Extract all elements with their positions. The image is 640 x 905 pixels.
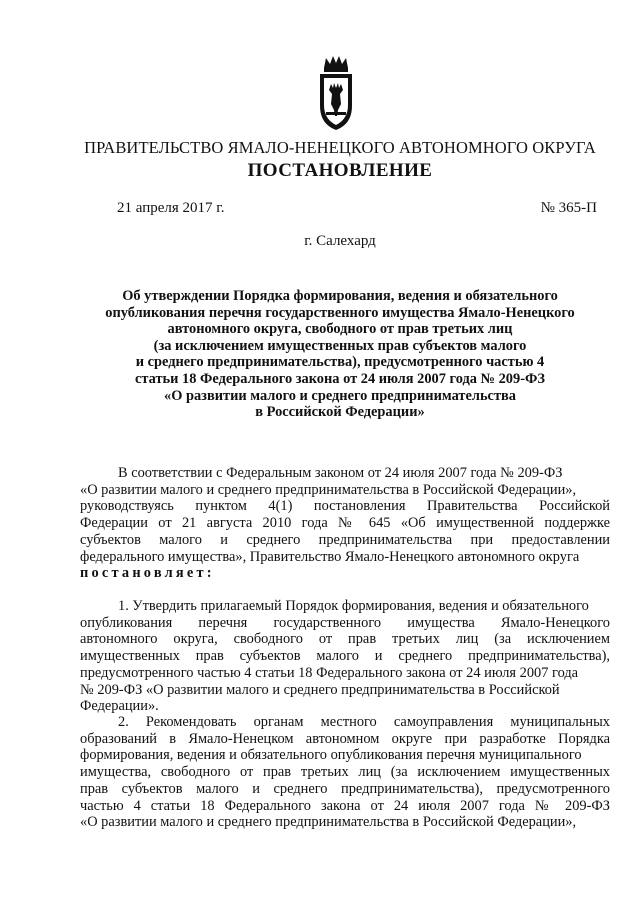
subject-line: Об утверждении Порядка формирования, ведения и обязательного (122, 288, 558, 304)
body-line: образований в Ямало-Ненецком автономном округе при разработке Порядка (80, 730, 610, 747)
body-line: 1. Утвердить прилагаемый Порядок формирования, ведения и обязательного (118, 598, 589, 614)
preamble-paragraph (80, 465, 610, 582)
body-line: прав субъектов малого и среднего предпринимательства), предусмотренного (80, 780, 610, 797)
subject-line: автономного округа, свободного от прав третьих лиц (167, 321, 513, 338)
body-line: «О развитии малого и среднего предпринимательства в Российской Федерации», (80, 481, 577, 498)
body-line: автономного округа, свободного от прав третьих лиц (за исключением (80, 631, 610, 648)
body-line: «О развитии малого и среднего предпринимательства в Российской Федерации», (80, 814, 577, 831)
government-title: ПРАВИТЕЛЬСТВО ЯМАЛО-НЕНЕЦКОГО АВТОНОМНОГО ОКРУГА (84, 138, 596, 157)
body-line: частью 4 статьи 18 Федерального закона от 24 июля 2007 года № 209-ФЗ (80, 797, 610, 814)
body-line: имущества, свободного от прав третьих лиц (за исключением имущественных (80, 764, 610, 781)
body-line: В соответствии с Федеральным законом от 24 июля 2007 года № 209-ФЗ (118, 465, 563, 481)
document-city: г. Салехард (304, 233, 376, 249)
subject-line: и среднего предпринимательства), предусмотренного частью 4 (135, 354, 545, 371)
document-number: № 365-П (540, 200, 597, 216)
body-line: федерального имущества», Правительство Ямало-Ненецкого автономного округа (80, 548, 580, 565)
document-subject (80, 288, 600, 421)
subject-line: в Российской Федерации» (255, 404, 425, 421)
body-line: имущественных прав субъектов малого и среднего предпринимательства), (80, 648, 610, 665)
body-line: Федерации от 21 августа 2010 года № 645 «Об имущественной поддержке (80, 515, 610, 532)
clause-2-paragraph (80, 714, 610, 831)
body-line: руководствуясь пунктом 4(1) постановления Правительства Российской (80, 498, 610, 515)
subject-line: статьи 18 Федерального закона от 24 июля 2007 года № 209-ФЗ (135, 370, 545, 387)
resolves-word: постановляет: (80, 565, 215, 582)
body-line: 2. Рекомендовать органам местного самоуправления муниципальных (118, 714, 610, 730)
body-line: формирования, ведения и обязательного опубликования перечня муниципального (80, 747, 582, 764)
body-line: Федерации». (80, 698, 159, 715)
subject-line: (за исключением имущественных прав субъектов малого (153, 337, 527, 354)
body-line: опубликования перечня государственного имущества Ямало-Ненецкого (80, 614, 610, 631)
clause-1-paragraph (80, 598, 610, 715)
subject-line: опубликования перечня государственного имущества Ямало-Ненецкого (105, 304, 575, 321)
document-type: ПОСТАНОВЛЕНИЕ (247, 160, 433, 181)
coat-of-arms-icon (316, 54, 356, 134)
body-line: № 209-ФЗ «О развитии малого и среднего предпринимательства в Российской (80, 681, 560, 698)
body-line: предусмотренного частью 4 статьи 18 Федерального закона от 24 июля 2007 года (80, 664, 579, 681)
document-date: 21 апреля 2017 г. (117, 200, 225, 216)
body-line: субъектов малого и среднего предпринимательства при предоставлении (80, 531, 610, 548)
subject-line: «О развитии малого и среднего предпринимательства (164, 387, 516, 404)
